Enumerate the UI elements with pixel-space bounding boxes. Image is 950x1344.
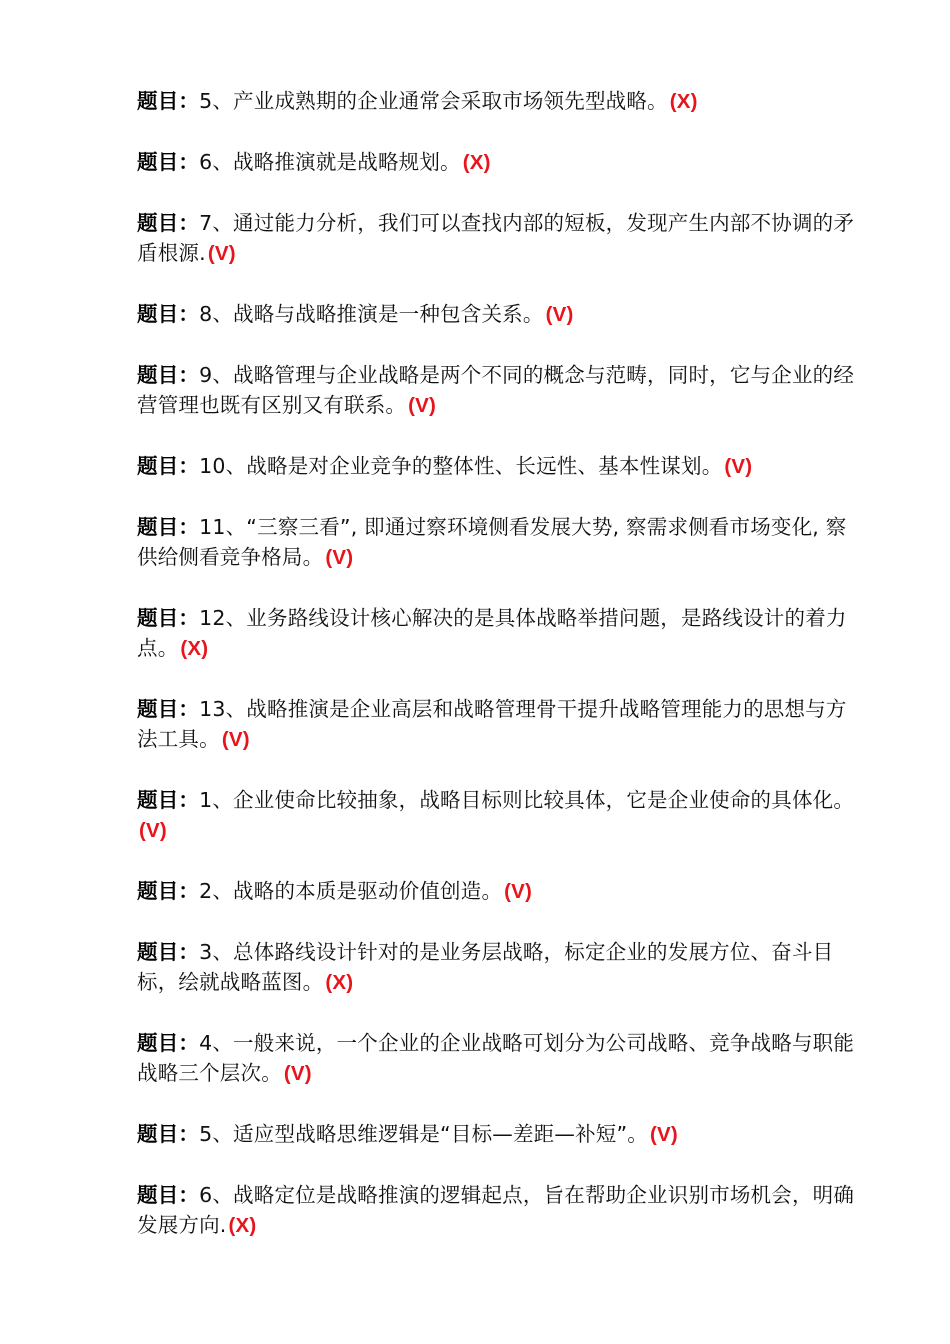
answer-mark: (V) xyxy=(139,819,167,842)
question-item xyxy=(137,360,863,421)
question-label: 题目： xyxy=(137,1183,200,1207)
question-text: 7、通过能力分析，我们可以查找内部的短板，发现产生内部不协调的矛盾根源. xyxy=(137,211,855,265)
question-label: 题目： xyxy=(137,1031,200,1055)
question-label: 题目： xyxy=(137,1122,200,1146)
answer-mark: (V) xyxy=(504,880,533,903)
question-text: 5、适应型战略思维逻辑是“目标—差距—补短”。 xyxy=(199,1122,648,1146)
question-item xyxy=(137,876,863,907)
question-text: 1、企业使命比较抽象，战略目标则比较具体，它是企业使命的具体化。 xyxy=(199,788,855,812)
answer-mark: (V) xyxy=(283,1062,312,1085)
question-label: 题目： xyxy=(137,302,200,326)
answer-mark: (V) xyxy=(325,546,354,569)
answer-mark: (X) xyxy=(325,971,354,994)
question-item xyxy=(137,1028,863,1089)
question-label: 题目： xyxy=(137,879,200,903)
question-text: 10、战略是对企业竞争的整体性、长远性、基本性谋划。 xyxy=(199,454,723,478)
question-list xyxy=(137,86,863,1241)
question-text: 12、业务路线设计核心解决的是具体战略举措问题，是路线设计的着力点。 xyxy=(137,606,847,660)
question-label: 题目： xyxy=(137,211,200,235)
answer-mark: (V) xyxy=(221,728,250,751)
question-item xyxy=(137,299,863,330)
question-text: 13、战略推演是企业高层和战略管理骨干提升战略管理能力的思想与方法工具。 xyxy=(137,697,847,751)
question-label: 题目： xyxy=(137,515,200,539)
question-text: 5、产业成熟期的企业通常会采取市场领先型战略。 xyxy=(199,89,668,113)
answer-mark: (V) xyxy=(724,455,753,478)
question-text: 4、一般来说，一个企业的企业战略可划分为公司战略、竞争战略与职能战略三个层次。 xyxy=(137,1031,855,1085)
question-label: 题目： xyxy=(137,150,200,174)
question-label: 题目： xyxy=(137,454,200,478)
answer-mark: (V) xyxy=(408,394,437,417)
question-item xyxy=(137,694,863,755)
question-label: 题目： xyxy=(137,363,200,387)
answer-mark: (X) xyxy=(462,151,491,174)
question-item xyxy=(137,785,863,846)
question-label: 题目： xyxy=(137,89,200,113)
question-text: 9、战略管理与企业战略是两个不同的概念与范畴，同时，它与企业的经营管理也既有区别又有联系。 xyxy=(137,363,855,417)
answer-mark: (V) xyxy=(650,1123,678,1146)
question-item xyxy=(137,512,863,573)
question-text: 3、总体路线设计针对的是业务层战略，标定企业的发展方位、奋斗目标，绘就战略蓝图。 xyxy=(137,940,834,994)
question-label: 题目： xyxy=(137,788,200,812)
question-item xyxy=(137,937,863,998)
question-label: 题目： xyxy=(137,940,200,964)
question-text: 2、战略的本质是驱动价值创造。 xyxy=(199,879,503,903)
question-item xyxy=(137,451,863,482)
question-label: 题目： xyxy=(137,606,200,630)
question-text: 8、战略与战略推演是一种包含关系。 xyxy=(199,302,544,326)
answer-mark: (V) xyxy=(545,303,574,326)
question-text: 6、战略定位是战略推演的逻辑起点，旨在帮助企业识别市场机会，明确发展方向. xyxy=(137,1183,855,1237)
question-item xyxy=(137,1119,863,1150)
answer-mark: (X) xyxy=(669,90,698,113)
question-text: 11、“三察三看”, 即通过察环境侧看发展大势, 察需求侧看市场变化, 察供给侧看竞争格局。 xyxy=(137,515,847,569)
question-item xyxy=(137,603,863,664)
question-item xyxy=(137,208,863,269)
question-label: 题目： xyxy=(137,697,200,721)
answer-mark: (X) xyxy=(180,637,209,660)
answer-mark: (V) xyxy=(207,242,236,265)
question-item xyxy=(137,86,863,117)
question-item xyxy=(137,1180,863,1241)
answer-mark: (X) xyxy=(228,1214,257,1237)
question-item xyxy=(137,147,863,178)
question-text: 6、战略推演就是战略规划。 xyxy=(199,150,461,174)
